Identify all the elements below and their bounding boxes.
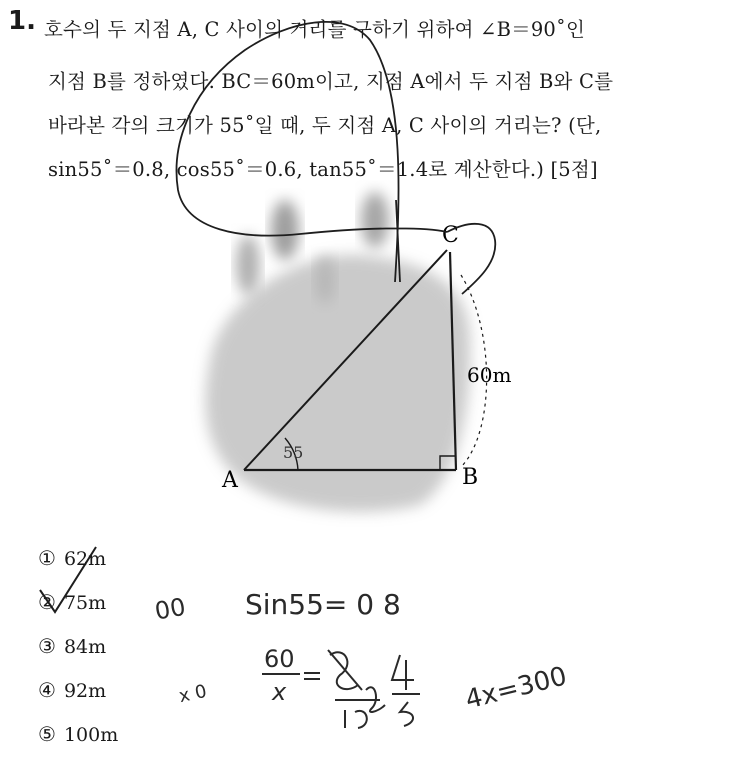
problem-line-2: 지점 B를 정하였다. BC＝60m이고, 지점 A에서 두 지점 B와 C를	[48, 70, 614, 93]
choice-4-mark: ④	[38, 678, 56, 702]
label-side-length: 60m	[467, 363, 512, 387]
label-c: C	[442, 223, 459, 248]
question-number: 1.	[8, 6, 36, 36]
handwritten-frac-den: x	[272, 678, 287, 706]
handwritten-side-note: 00	[152, 592, 188, 626]
choice-4[interactable]	[38, 678, 106, 702]
problem-line-1: 호수의 두 지점 A, C 사이의 거리를 구하기 위하여 ∠B＝90˚인	[44, 18, 586, 41]
handwritten-side-note-2: x 0	[177, 680, 209, 708]
choice-3-text: 84m	[63, 636, 107, 658]
label-a: A	[222, 468, 238, 493]
label-b: B	[462, 465, 479, 490]
choice-2[interactable]	[38, 590, 106, 614]
choice-3[interactable]	[38, 634, 106, 658]
lake-shape	[205, 192, 470, 512]
handwritten-scribble	[304, 650, 420, 728]
choice-5-mark: ⑤	[38, 722, 56, 746]
problem-line-4: sin55˚＝0.8, cos55˚＝0.6, tan55˚＝1.4로 계산한다.) [5점]	[48, 158, 598, 181]
choice-1[interactable]	[38, 546, 106, 570]
choice-4-text: 92m	[63, 680, 107, 702]
choice-1-text: 62m	[63, 548, 107, 570]
handwritten-loop	[177, 22, 496, 294]
choice-1-mark: ①	[38, 546, 56, 570]
handwritten-frac-num: 60	[264, 645, 295, 673]
label-angle: 55	[283, 443, 304, 462]
choice-3-mark: ③	[38, 634, 56, 658]
choice-5[interactable]	[38, 722, 118, 746]
choice-5-text: 100m	[63, 724, 119, 746]
choice-2-text: 75m	[63, 592, 107, 614]
handwritten-sin: Sin55= 0 8	[245, 588, 401, 621]
problem-line-3: 바라본 각의 크기가 55˚일 때, 두 지점 A, C 사이의 거리는? (단,	[48, 114, 602, 137]
handwritten-equation: 4x=300	[462, 661, 570, 716]
choice-2-mark: ②	[38, 590, 56, 614]
